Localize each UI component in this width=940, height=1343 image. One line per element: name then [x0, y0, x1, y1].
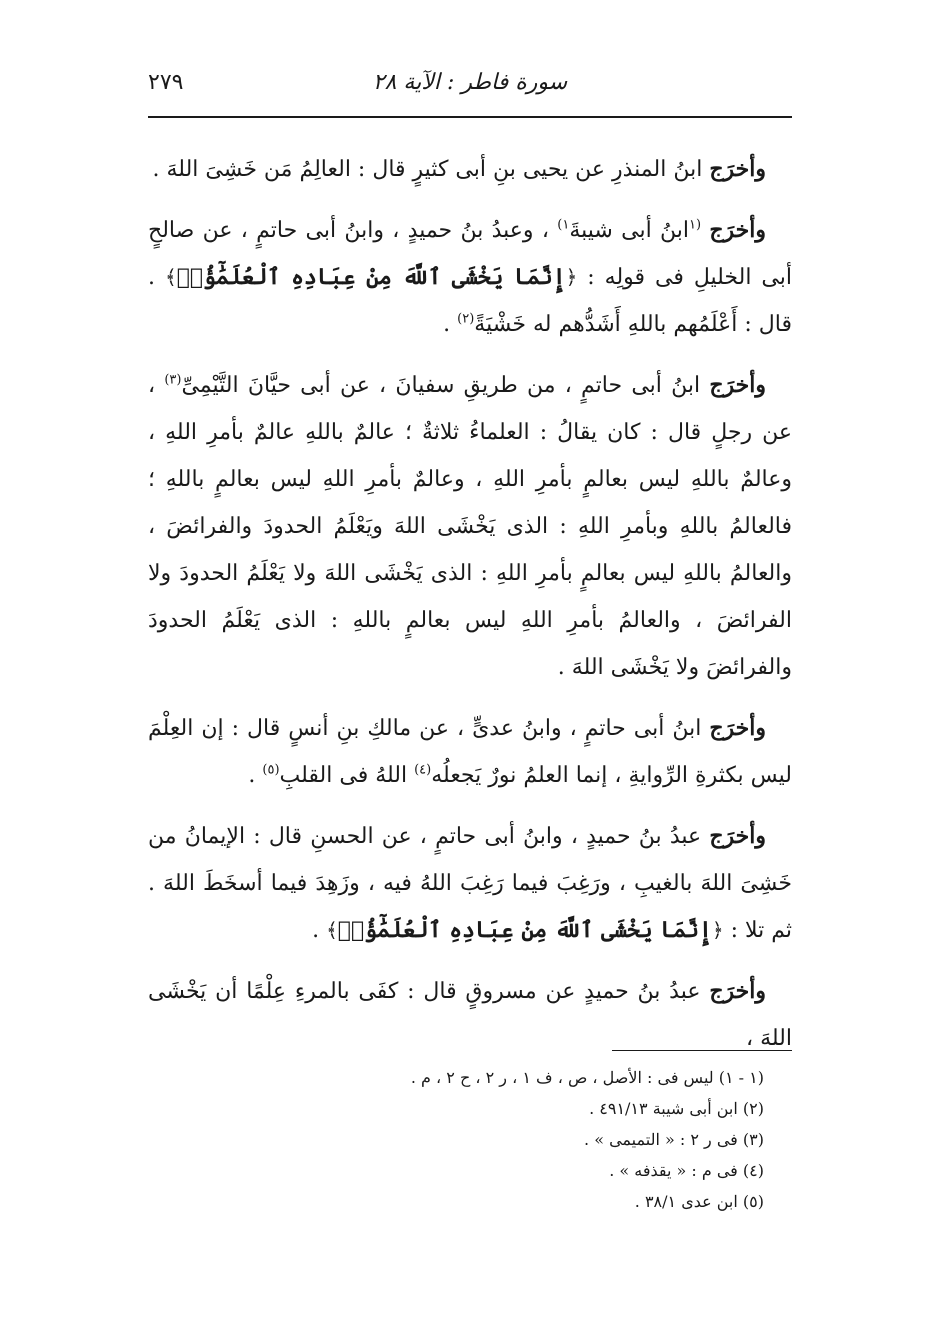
footnote-1: (١ - ١) ليس فى : الأصل ، ص ، ف ١ ، ر ٢ ، ح ٢ ، م . [410, 1068, 764, 1087]
paragraph-text: عبدُ بنُ حميدٍ ، وابنُ أبى حاتمٍ ، عن الحسنِ قال : الإيمانُ من خَشِىَ اللهَ بالغيبِ ، ورَغِبَ فيما رَغِبَ اللهُ فيه ، وزَهِدَ فيما أسخَطَ اللهَ . ثم تلا : [148, 824, 792, 943]
paragraph-lead: وأخرَج [709, 156, 766, 182]
paragraph-text: . قال : أَعْلَمُهم باللهِ أَشَدُّهم له خَشْيَةً [148, 265, 792, 337]
paragraph-5 [148, 813, 792, 954]
paragraph-6 [148, 968, 792, 1062]
header-rule [148, 116, 792, 118]
running-title: سورة فاطر : الآية ٢٨ [372, 70, 568, 95]
footnote-ref-open: (١ [688, 217, 702, 233]
quran-bracket-open: ﴿ [711, 918, 724, 942]
quran-verse: إِنَّمَا يَخْشَى ٱللَّهَ مِنْ عِبَادِهِ ٱلْعُلَمَٰٓؤُا۟ [337, 917, 712, 943]
footnote-4: (٤) فى م : « يقذفه » . [609, 1161, 764, 1180]
quran-verse: إِنَّمَا يَخْشَى ٱللَّهَ مِنْ عِبَادِهِ ٱلْعُلَمَٰٓؤُا۟ [176, 264, 566, 290]
paragraph-text: ابنُ أبى شيبةَ [569, 218, 689, 243]
paragraph-3 [148, 362, 792, 691]
paragraph-text: ، وعبدُ بنُ حميدٍ ، وابنُ أبى حاتمٍ ، عن صالحٍ أبى الخليلِ فى قولِه : [148, 218, 792, 290]
paragraph-text: . [443, 312, 458, 337]
footnote-ref: (٢) [457, 311, 475, 327]
page-number: ٢٧٩ [148, 70, 184, 95]
footnote-2: (٢) ابن أبى شيبة ٤٩١/١٣ . [589, 1099, 764, 1118]
paragraph-text: عبدُ بنُ حميدٍ عن مسروقٍ قال : كفَى بالمرءِ عِلْمًا أن يَخْشَى اللهَ ، [148, 979, 792, 1051]
footnote-rule [612, 1050, 792, 1051]
footnote-5: (٥) ابن عدى ٣٨/١ . [634, 1192, 764, 1211]
paragraph-lead: وأخرَج [709, 823, 766, 849]
footnotes [148, 1062, 792, 1217]
paragraph-text: ابنُ أبى حاتمٍ ، وابنُ عدىٍّ ، عن مالكِ بنِ أنسٍ قال : إن العِلْمَ ليس بكثرةِ الرِّوايةِ ، إنما العلمُ نورٌ يَجعلُه [148, 716, 792, 788]
quran-bracket-close: ﴾ [164, 265, 177, 289]
paragraph-text: ابنُ المنذرِ عن يحيى بنِ أبى كثيرٍ قال : العالِمُ مَن خَشِىَ اللهَ . [152, 157, 710, 182]
paragraph-text: . [312, 918, 327, 943]
body-text [148, 146, 792, 1076]
paragraph-text: اللهُ فى القلبِ [279, 763, 415, 788]
paragraph-text: ابنُ أبى حاتمٍ ، من طريقِ سفيانَ ، عن أبى حيَّانَ التَّيْمِىِّ [181, 373, 710, 398]
paragraph-text: . [248, 763, 263, 788]
paragraph-lead: وأخرَج [709, 715, 766, 741]
running-header [148, 70, 792, 106]
footnote-ref: (٥) [262, 762, 280, 778]
paragraph-lead: وأخرَج [709, 978, 766, 1004]
footnote-ref: (٤) [414, 762, 432, 778]
footnote-3: (٣) فى ر ٢ : « التميمى » . [584, 1130, 764, 1149]
quran-bracket-open: ﴿ [565, 265, 578, 289]
paragraph-2 [148, 207, 792, 348]
paragraph-4 [148, 705, 792, 799]
paragraph-1 [148, 146, 792, 193]
footnote-ref-close: ١) [557, 217, 570, 233]
paragraph-lead: وأخرَج [709, 217, 767, 243]
quran-bracket-close: ﴾ [326, 918, 338, 942]
paragraph-lead: وأخرَج [709, 372, 766, 398]
paragraph-text: ، عن رجلٍ قال : كان يقالُ : العلماءُ ثلاثةٌ ؛ عالمٌ باللهِ عالمٌ بأمرِ اللهِ ، وعالمٌ باللهِ ليس بعالمٍ بأمرِ اللهِ ، وعالمٌ بأمرِ اللهِ ليس بعالمٍ باللهِ ؛ فالعالمُ باللهِ وبأمرِ اللهِ : الذى يَخْشَى اللهَ ويَعْلَمُ الحدودَ والفرائضَ ، والعالمُ باللهِ ليس بعالمٍ بأمرِ اللهِ : الذى يَخْشَى اللهَ ولا يَعْلَمُ الحدودَ ولا الفرائضَ ، والعالمُ بأمرِ اللهِ ليس بعالمٍ باللهِ : الذى يَعْلَمُ الحدودَ والفرائضَ ولا يَخْشَى اللهَ . [148, 373, 792, 680]
footnote-ref: (٣) [164, 372, 182, 388]
